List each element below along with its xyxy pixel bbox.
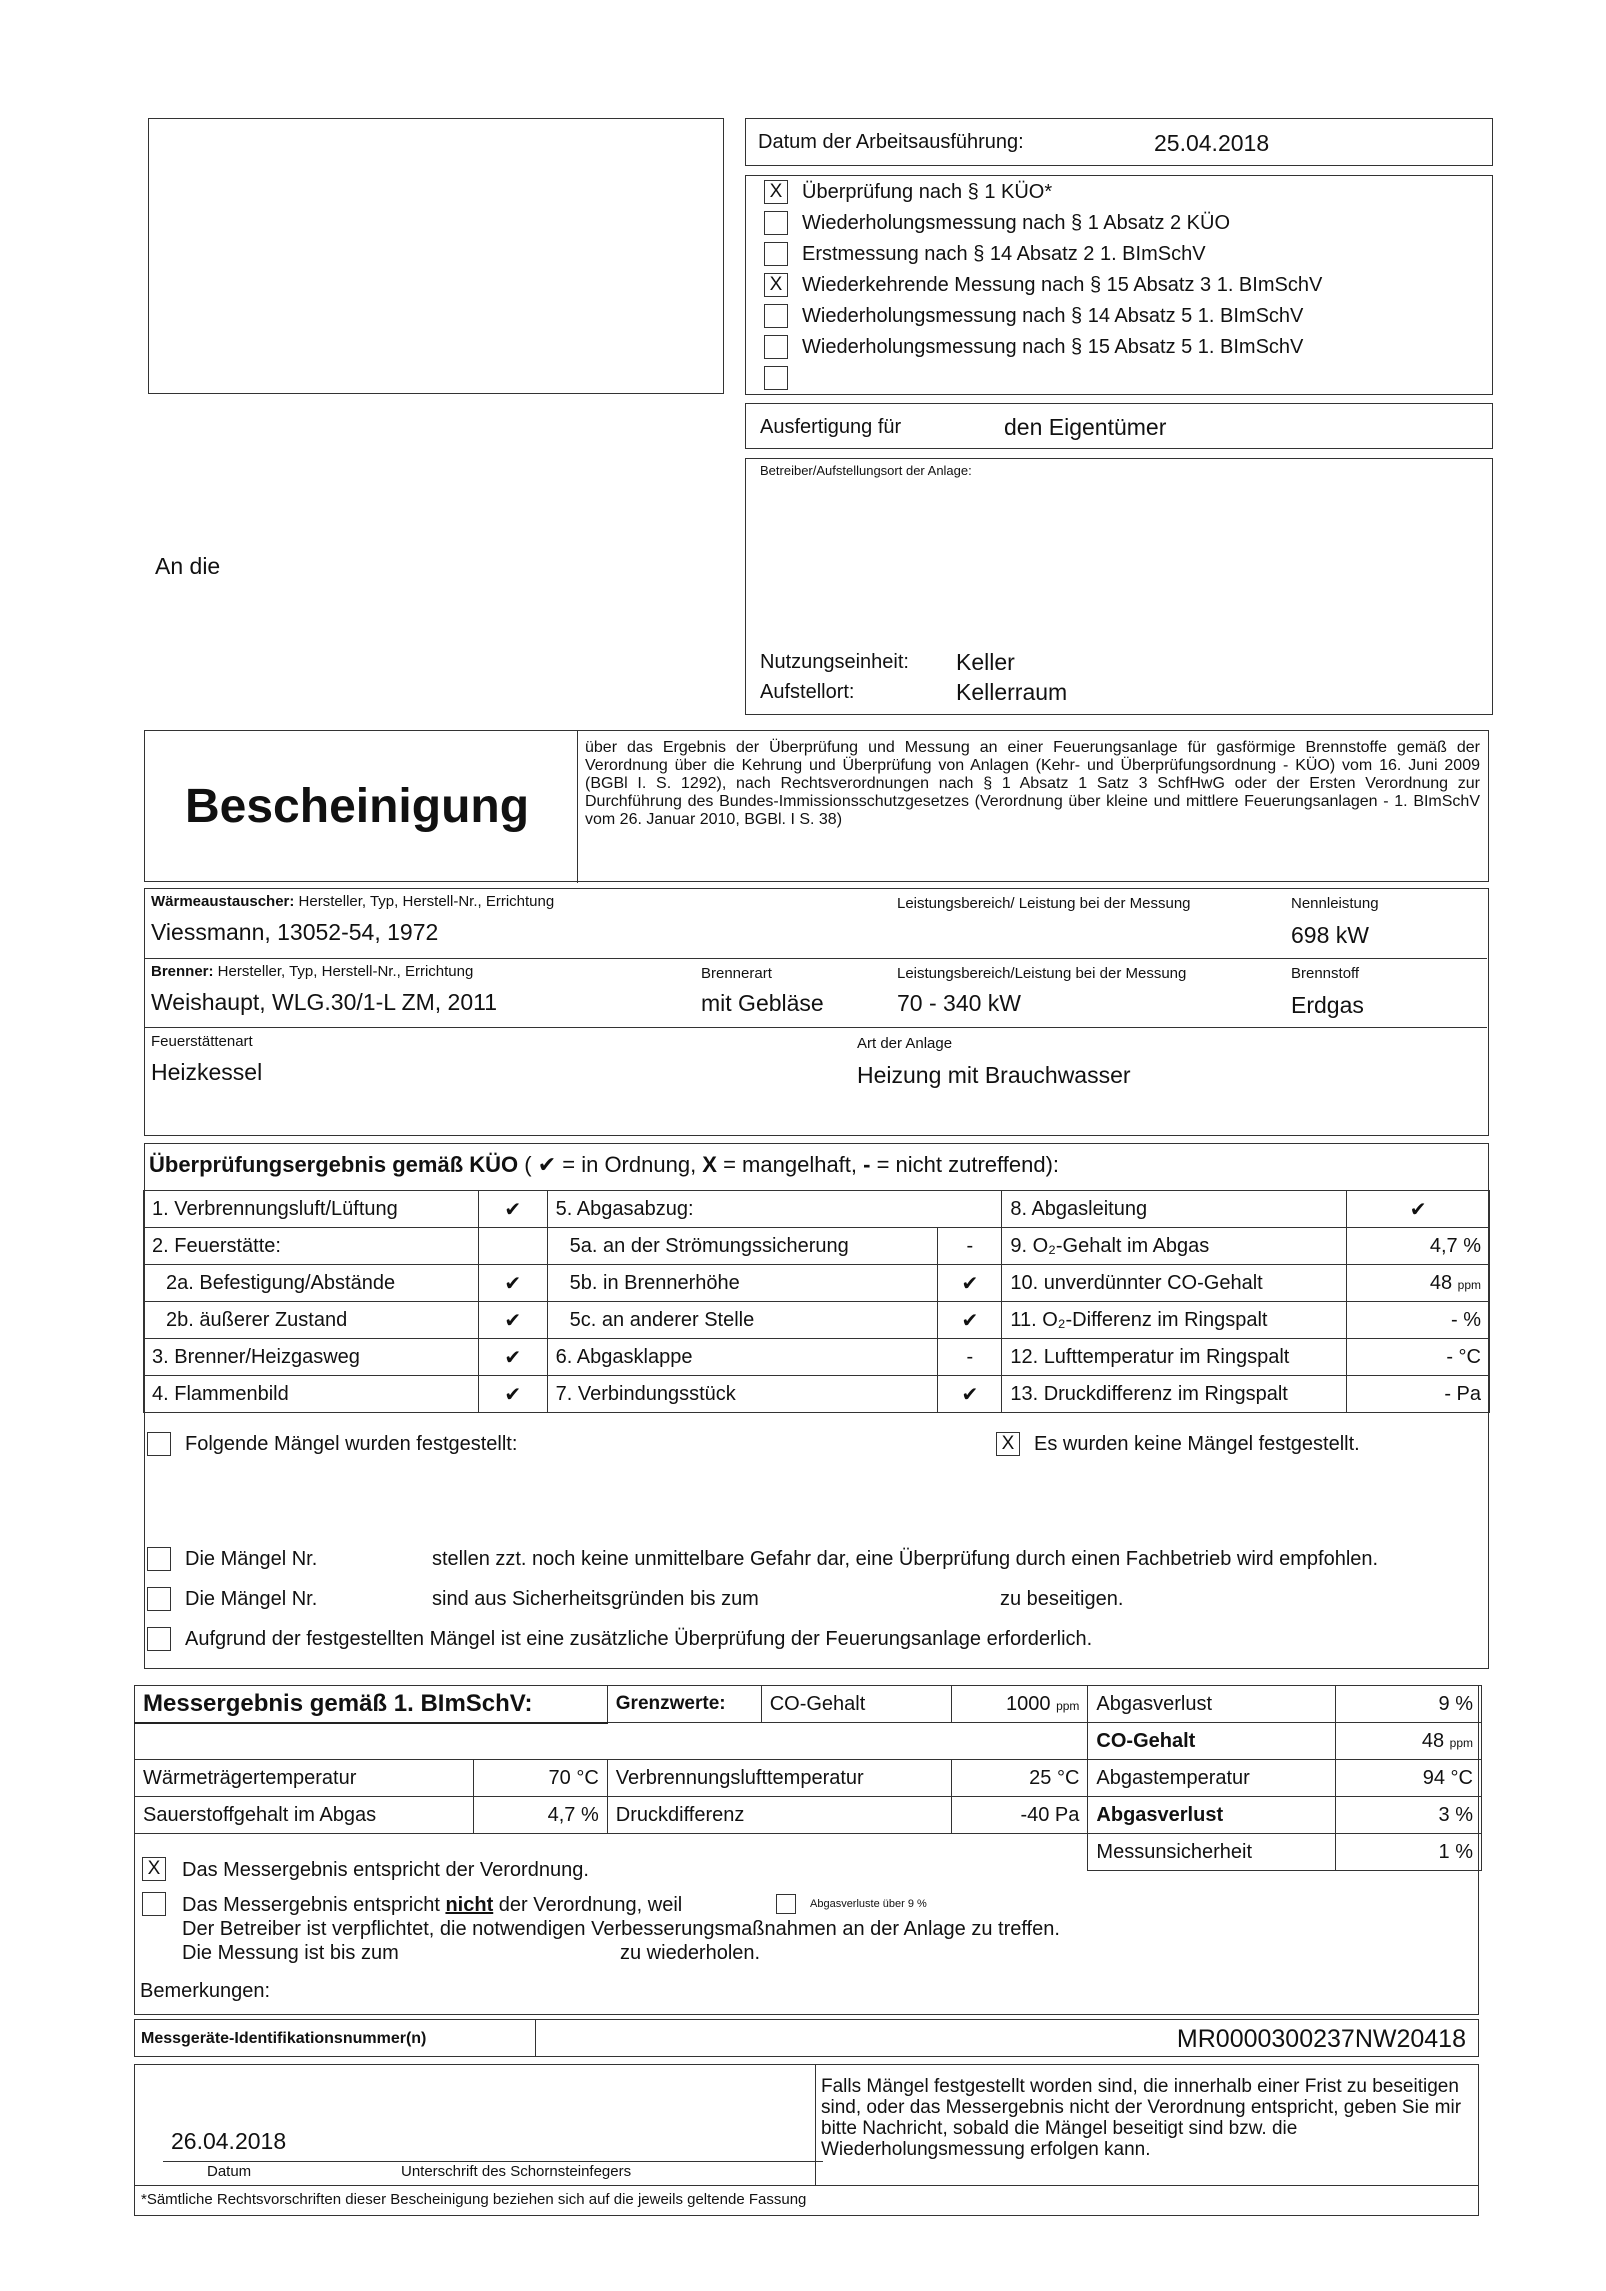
row-label-b: 6. Abgasklappe <box>547 1339 938 1376</box>
aufstellort-label: Aufstellort: <box>760 681 855 703</box>
bemerkungen-label: Bemerkungen: <box>140 1980 271 2002</box>
row-mark-b: ✔ <box>938 1302 1002 1339</box>
row-label-c: 9. O₂-Gehalt im Abgas <box>1002 1228 1347 1265</box>
row-label-a: 4. Flammenbild <box>144 1376 479 1413</box>
table-row <box>144 1376 1490 1413</box>
entspricht-label: Das Messergebnis entspricht der Verordnung. <box>182 1859 589 1881</box>
opt1-checkbox[interactable] <box>147 1547 171 1571</box>
co-gehalt-label: CO-Gehalt <box>1088 1723 1336 1760</box>
option-label-2: Wiederholungsmessung nach § 1 Absatz 2 KÜO <box>802 212 1231 234</box>
row-value-c: 4,7 % <box>1347 1228 1490 1265</box>
ausfertigung-value: den Eigentümer <box>1004 414 1167 440</box>
row-mark-b: - <box>938 1339 1002 1376</box>
verbrennungsluft-label: Verbrennungslufttemperatur <box>607 1760 951 1797</box>
title-description: über das Ergebnis der Überprüfung und Messung an einer Feuerungsanlage für gasförmige Brennstoffe gemäß der Verordnung über die Kehrung und Überprüfung von Anlagen (Kehr- und Überprüfungsordnung - KÜO) vom 16. Juni 2009 (BGBl I. S. 1292), nach Rechtsverordnungen nach § 1 Absatz 1 Satz 3 SchfHwG oder der Ersten Verordnung zur Durchführung des Bundes-Immissionsschutzgesetzes (Verordnung über kleine und mittlere Feuerungsanlagen - 1. BImSchV vom 26. Januar 2010, BGBl. I S. 38) <box>585 739 1480 828</box>
feuerstaette-label: Feuerstättenart <box>151 1033 253 1050</box>
nicht-entspricht-checkbox[interactable] <box>142 1892 166 1916</box>
page-title: Bescheinigung <box>185 780 530 833</box>
waerme-value: Viessmann, 13052-54, 1972 <box>151 919 439 945</box>
leistung-value: 70 - 340 kW <box>897 990 1021 1016</box>
nenn-value: 698 kW <box>1291 922 1369 948</box>
nicht-entspricht-label: Das Messergebnis entspricht nicht der Verordnung, weil <box>182 1894 683 1916</box>
maengel-label: Folgende Mängel wurden festgestellt: <box>185 1433 518 1455</box>
opt3-text: Aufgrund der festgestellten Mängel ist eine zusätzliche Überprüfung der Feuerungsanlage erforderlich. <box>185 1628 1093 1650</box>
option-label-1: Überprüfung nach § 1 KÜO* <box>802 181 1053 203</box>
row-label-b: 5. Abgasabzug: <box>547 1191 1002 1228</box>
aufstellort-value: Kellerraum <box>956 679 1068 705</box>
betreiber-label: Betreiber/Aufstellungsort der Anlage: <box>760 463 972 478</box>
row-label-a: 2b. äußerer Zustand <box>144 1302 479 1339</box>
opt2-checkbox[interactable] <box>147 1587 171 1611</box>
row-label-a: 2. Feuerstätte: <box>144 1228 479 1265</box>
betreiber-box <box>745 458 1493 715</box>
unsicher-label: Messunsicherheit <box>1088 1834 1336 1871</box>
row-mark-a <box>478 1228 547 1265</box>
option-label-5: Wiederholungsmessung nach § 14 Absatz 5 1. BImSchV <box>802 305 1304 327</box>
verbrennungsluft-value: 25 °C <box>951 1760 1088 1797</box>
co-grenz: 1000 ppm <box>951 1686 1088 1723</box>
table-row <box>144 1339 1490 1376</box>
pruefung-table <box>143 1190 1490 1413</box>
entspricht-checkbox[interactable]: X <box>142 1857 166 1881</box>
row-mark-a: ✔ <box>478 1339 547 1376</box>
row-mark-b: ✔ <box>938 1376 1002 1413</box>
row-mark-a: ✔ <box>478 1265 547 1302</box>
druck-label: Druckdifferenz <box>607 1797 951 1834</box>
brenner-value: Weishaupt, WLG.30/1-L ZM, 2011 <box>151 989 498 1015</box>
row-label-c: 11. O₂-Differenz im Ringspalt <box>1002 1302 1347 1339</box>
brennstoff-label: Brennstoff <box>1291 965 1360 982</box>
row-value-c: - °C <box>1347 1339 1490 1376</box>
table-row <box>144 1302 1490 1339</box>
row-label-c: 8. Abgasleitung <box>1002 1191 1347 1228</box>
row-label-c: 10. unverdünnter CO-Gehalt <box>1002 1265 1347 1302</box>
messung-text-1: Die Messung ist bis zum <box>182 1942 399 1964</box>
art-value: Heizung mit Brauchwasser <box>857 1062 1131 1088</box>
leistung-label-1: Leistungsbereich/ Leistung bei der Messung <box>897 895 1191 912</box>
abgastemp-label: Abgastemperatur <box>1088 1760 1336 1797</box>
waerme-label: Wärmeaustauscher: Hersteller, Typ, Herstell-Nr., Errichtung <box>151 893 555 910</box>
nenn-label: Nennleistung <box>1291 895 1379 912</box>
footnote: *Sämtliche Rechtsvorschriften dieser Bescheinigung beziehen sich auf die jeweils geltende Fassung <box>141 2191 807 2208</box>
opt1-label: Die Mängel Nr. <box>185 1548 318 1570</box>
option-label-4: Wiederkehrende Messung nach § 15 Absatz 3 1. BImSchV <box>802 274 1323 296</box>
abgasverlust-grenz: 9 % <box>1336 1686 1482 1723</box>
messung-text-2: zu wiederholen. <box>620 1942 761 1964</box>
sauerstoff-label: Sauerstoffgehalt im Abgas <box>135 1797 474 1834</box>
option-checkbox-6[interactable] <box>764 335 788 359</box>
row-mark-a: ✔ <box>478 1376 547 1413</box>
row-mark-b: - <box>938 1228 1002 1265</box>
row-label-a: 2a. Befestigung/Abstände <box>144 1265 479 1302</box>
opt2-text: sind aus Sicherheitsgründen bis zum <box>432 1588 759 1610</box>
footer-note: Falls Mängel festgestellt worden sind, die innerhalb einer Frist zu beseitigen sind, oder das Messergebnis nicht der Verordnung entspricht, geben Sie mir bitte Nachricht, sobald die Mängel beseitigt sind bzw. die Wiederholungsmessung erfolgen kann. <box>821 2076 1462 2160</box>
row-label-a: 1. Verbrennungsluft/Lüftung <box>144 1191 479 1228</box>
footer-box <box>134 2064 1479 2216</box>
brennstoff-value: Erdgas <box>1291 992 1364 1018</box>
keine-maengel-checkbox[interactable]: X <box>996 1432 1020 1456</box>
row-label-c: 13. Druckdifferenz im Ringspalt <box>1002 1376 1347 1413</box>
geraete-box <box>134 2019 1479 2057</box>
anlage-box <box>144 888 1489 1136</box>
row-value-c: 48 ppm <box>1347 1265 1490 1302</box>
abgasverlust2-label: Abgasverlust <box>1088 1797 1336 1834</box>
opt1-text: stellen zzt. noch keine unmittelbare Gefahr dar, eine Überprüfung durch einen Fachbetrieb wird empfohlen. <box>432 1548 1379 1570</box>
waermetraeger-value: 70 °C <box>473 1760 607 1797</box>
brenner-label: Brenner: Hersteller, Typ, Herstell-Nr., Errichtung <box>151 963 474 980</box>
ausfertigung-box <box>745 403 1493 449</box>
row-value-c: ✔ <box>1347 1191 1490 1228</box>
pruefung-heading: Überprüfungsergebnis gemäß KÜO ( ✔ = in Ordnung, X = mangelhaft, - = nicht zutreffend): <box>149 1152 1060 1177</box>
unsicher-value: 1 % <box>1336 1834 1482 1871</box>
footer-datum-label: Datum <box>207 2163 252 2180</box>
footer-unterschrift-label: Unterschrift des Schornsteinfegers <box>401 2163 632 2180</box>
option-checkbox-7[interactable] <box>764 366 788 390</box>
opt2-label: Die Mängel Nr. <box>185 1588 318 1610</box>
footer-date-value: 26.04.2018 <box>171 2128 287 2154</box>
option-checkbox-3[interactable] <box>764 242 788 266</box>
nutzungseinheit-value: Keller <box>956 649 1015 675</box>
brennerart-label: Brennerart <box>701 965 772 982</box>
row-mark-b: ✔ <box>938 1265 1002 1302</box>
abgastemp-value: 94 °C <box>1336 1760 1482 1797</box>
sauerstoff-value: 4,7 % <box>473 1797 607 1834</box>
messung-table <box>134 1685 1482 1871</box>
options-box <box>745 175 1493 395</box>
co-label: CO-Gehalt <box>761 1686 951 1723</box>
row-mark-a: ✔ <box>478 1191 547 1228</box>
keine-maengel-label: Es wurden keine Mängel festgestellt. <box>1034 1433 1360 1455</box>
row-value-c: - % <box>1347 1302 1490 1339</box>
datum-value: 25.04.2018 <box>1154 130 1270 156</box>
opt3-checkbox[interactable] <box>147 1627 171 1651</box>
option-checkbox-2[interactable] <box>764 211 788 235</box>
row-mark-a: ✔ <box>478 1302 547 1339</box>
address-box <box>148 118 724 394</box>
row-label-c: 12. Lufttemperatur im Ringspalt <box>1002 1339 1347 1376</box>
row-label-b: 5b. in Brennerhöhe <box>547 1265 938 1302</box>
row-value-c: - Pa <box>1347 1376 1490 1413</box>
an-die-label: An die <box>155 553 221 579</box>
row-label-b: 5c. an anderer Stelle <box>547 1302 938 1339</box>
title-box <box>144 730 1489 882</box>
betreiber-text: Der Betreiber ist verpflichtet, die notwendigen Verbesserungsmaßnahmen an der Anlage zu treffen. <box>182 1918 1060 1940</box>
abgasverlust2-value: 3 % <box>1336 1797 1482 1834</box>
row-label-b: 7. Verbindungsstück <box>547 1376 938 1413</box>
abgas9-label: Abgasverluste über 9 % <box>810 1898 927 1910</box>
geraete-value: MR0000300237NW20418 <box>1176 2025 1466 2053</box>
option-checkbox-4[interactable]: X <box>764 273 788 297</box>
co-gehalt-value: 48 ppm <box>1336 1723 1482 1760</box>
brennerart-value: mit Gebläse <box>701 990 824 1016</box>
option-checkbox-1[interactable]: X <box>764 180 788 204</box>
row-label-a: 3. Brenner/Heizgasweg <box>144 1339 479 1376</box>
opt2-text2: zu beseitigen. <box>1000 1588 1124 1610</box>
option-label-3: Erstmessung nach § 14 Absatz 2 1. BImSchV <box>802 243 1206 265</box>
maengel-checkbox[interactable] <box>147 1432 171 1456</box>
grenz-label: Grenzwerte: <box>607 1686 761 1723</box>
table-row <box>144 1265 1490 1302</box>
art-label: Art der Anlage <box>857 1035 953 1052</box>
table-row <box>144 1228 1490 1265</box>
date-box <box>745 118 1493 166</box>
row-label-b: 5a. an der Strömungssicherung <box>547 1228 938 1265</box>
messung-heading: Messergebnis gemäß 1. BImSchV: <box>135 1686 608 1723</box>
abgasverlust-label: Abgasverlust <box>1088 1686 1336 1723</box>
leistung-label-2: Leistungsbereich/Leistung bei der Messung <box>897 965 1187 982</box>
waermetraeger-label: Wärmeträgertemperatur <box>135 1760 474 1797</box>
feuerstaette-value: Heizkessel <box>151 1059 263 1085</box>
datum-label: Datum der Arbeitsausführung: <box>758 131 1024 153</box>
abgas9-checkbox[interactable] <box>776 1894 796 1914</box>
nutzungseinheit-label: Nutzungseinheit: <box>760 651 909 673</box>
geraete-label: Messgeräte-Identifikationsnummer(n) <box>141 2030 427 2047</box>
druck-value: -40 Pa <box>951 1797 1088 1834</box>
table-row <box>144 1191 1490 1228</box>
ausfertigung-label: Ausfertigung für <box>760 416 902 438</box>
option-label-6: Wiederholungsmessung nach § 15 Absatz 5 1. BImSchV <box>802 336 1304 358</box>
option-checkbox-5[interactable] <box>764 304 788 328</box>
